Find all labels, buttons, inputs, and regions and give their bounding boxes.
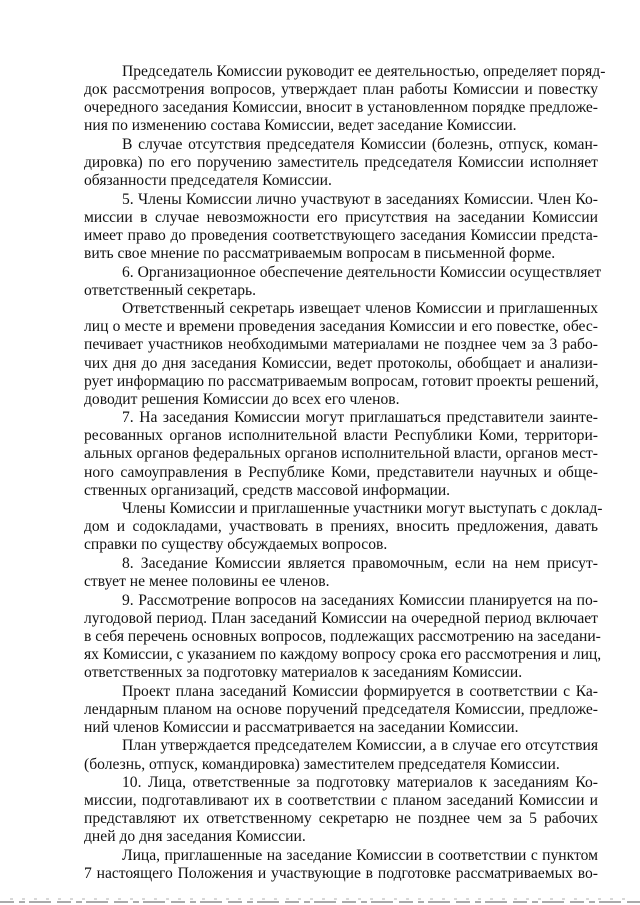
text-line: 8. Заседание Комиссии является правомочным, если на нем присут-	[122, 555, 598, 573]
paragraph-plan-draft	[84, 683, 598, 737]
paragraph-item-8	[84, 555, 598, 591]
text-line: 7 настоящего Положения и участвующие в подготовке рассматриваемых во-	[84, 865, 598, 883]
text-line: ответственный секретарь.	[84, 281, 257, 299]
paragraph-chairman-role	[84, 63, 606, 135]
text-line: 6. Организационное обеспечение деятельности Комиссии осуществляет	[122, 263, 602, 281]
text-line: ний членов Комиссии и рассматривается на заседании Комиссии.	[84, 718, 519, 736]
text-line: Ответственный секретарь извещает членов Комиссии и приглашенных	[122, 300, 598, 318]
text-line: дировка) по его поручению заместитель председателя Комиссии исполняет	[84, 153, 598, 171]
paragraph-plan-approval	[84, 737, 598, 773]
text-line: альных органов федеральных органов исполнительной власти, органов мест-	[84, 445, 598, 463]
text-line: миссии, подготавливают их в соответствии с планом заседаний Комиссии и	[84, 792, 598, 810]
paragraph-secretary-duties	[84, 300, 598, 409]
text-line: ния по изменению состава Комиссии, ведет заседание Комиссии.	[84, 117, 517, 135]
paragraph-chairman-absence	[84, 136, 598, 190]
text-line: Лица, приглашенные на заседание Комиссии в соответствии с пунктом	[122, 847, 598, 865]
text-line: В случае отсутствия председателя Комиссии (болезнь, отпуск, коман-	[122, 135, 598, 153]
text-line: ного самоуправления в Республике Коми, представители научных и обще-	[84, 463, 598, 481]
text-line: 7. На заседания Комиссии могут приглашаться представители заинте-	[122, 409, 598, 427]
text-line: доводит решения Комиссии до всех его членов.	[84, 390, 400, 408]
paragraph-item-6	[84, 263, 602, 300]
text-line: ответственных за подготовку материалов к заседаниям Комиссии.	[84, 664, 523, 682]
text-line: лендарным планом на основе поручений председателя Комиссии, предложе-	[84, 700, 598, 718]
text-line: миссии в случае невозможности его присутствия на заседании Комиссии	[84, 208, 598, 226]
scan-edge-artifact	[0, 897, 640, 905]
text-line: дом и содокладами, участвовать в прениях, вносить предложения, давать	[84, 518, 598, 536]
text-line: печивает участников необходимыми материалами не позднее чем за 3 рабо-	[84, 336, 598, 354]
text-line: План утверждается председателем Комиссии, а в случае его отсутствия	[122, 737, 598, 755]
paragraph-item-10	[84, 774, 598, 846]
text-line: ственных организаций, средств массовой информации.	[84, 481, 451, 499]
text-line: рует информацию по рассматриваемым вопросам, готовит проекты решений,	[84, 372, 599, 390]
text-line: имеет право до проведения соответствующего заседания Комиссии предста-	[84, 226, 598, 244]
text-line: ях Комиссии, с указанием по каждому вопросу срока его рассмотрения и лиц,	[84, 646, 602, 663]
text-line: (болезнь, отпуск, командировка) заместителем председателя Комиссии.	[84, 755, 560, 773]
text-line: лугодовой период. План заседаний Комиссии на очередной период включает	[84, 609, 598, 627]
text-line: чих дня до дня заседания Комиссии, ведет протоколы, обобщает и анализи-	[84, 354, 598, 372]
text-line: справки по существу обсуждаемых вопросов.	[84, 536, 388, 554]
text-line: Члены Комиссии и приглашенные участники могут выступать с доклад-	[122, 500, 603, 518]
paragraph-members-rights	[84, 500, 603, 554]
paragraph-item-5	[84, 191, 598, 263]
paragraph-item-7	[84, 409, 598, 499]
text-line: в себя перечень основных вопросов, подлежащих рассмотрению на заседани-	[84, 627, 601, 645]
text-line: 9. Рассмотрение вопросов на заседаниях Комиссии планируется на по-	[122, 591, 598, 609]
text-line: лиц о месте и времени проведения заседания Комиссии и его повестке, обес-	[84, 318, 598, 336]
text-line: 10. Лица, ответственные за подготовку материалов к заседаниям Ко-	[122, 774, 598, 792]
paragraph-invited-persons	[84, 847, 598, 883]
text-line: док рассмотрения вопросов, утверждает план работы Комиссии и повестку	[84, 81, 598, 99]
text-line: Проект плана заседаний Комиссии формируется в соответствии с Ка-	[122, 682, 598, 700]
text-line: вить свое мнение по рассматриваемым вопросам в письменной форме.	[84, 244, 556, 262]
text-line: 5. Члены Комиссии лично участвуют в заседаниях Комиссии. Член Ко-	[122, 190, 598, 208]
paragraph-item-9	[84, 591, 602, 682]
text-line: Председатель Комиссии руководит ее деятельностью, определяет поряд-	[122, 63, 606, 80]
document-page	[84, 63, 606, 883]
text-line: представляют их ответственному секретарю не позднее чем за 5 рабочих	[84, 810, 598, 828]
text-line: очередного заседания Комиссии, вносит в установленном порядке предложе-	[84, 99, 598, 117]
text-line: ресованных органов исполнительной власти Республики Коми, территори-	[84, 427, 598, 445]
text-line: дней до дня заседания Комиссии.	[84, 828, 306, 846]
text-line: ствует не менее половины ее членов.	[84, 573, 330, 591]
text-line: обязанности председателя Комиссии.	[84, 172, 332, 190]
